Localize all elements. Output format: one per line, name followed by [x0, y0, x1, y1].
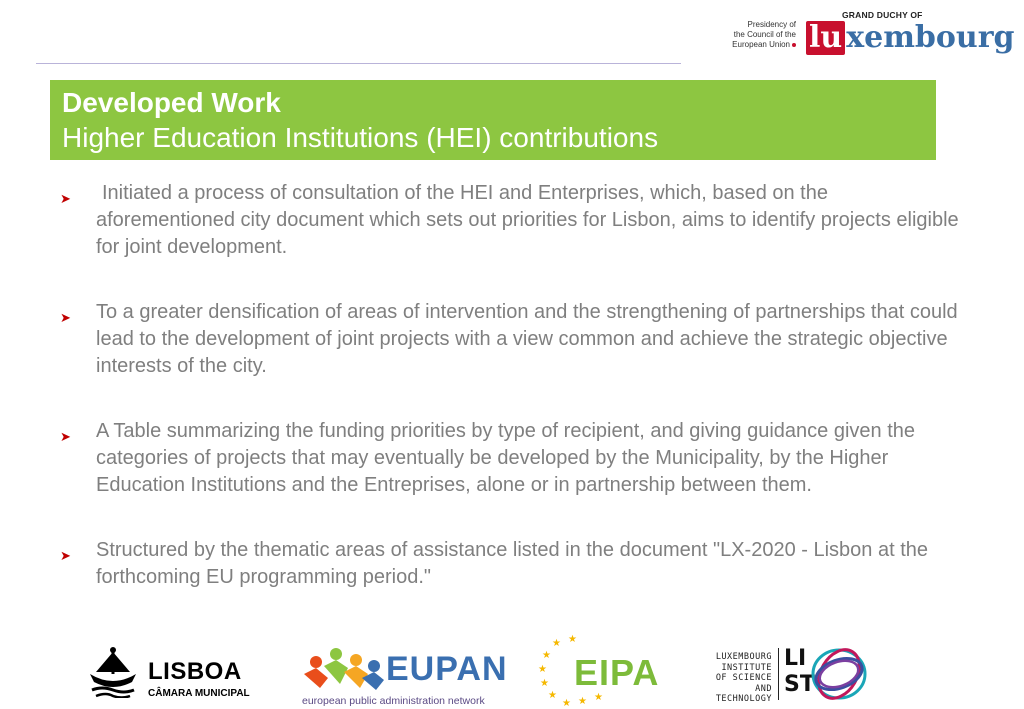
footer-logos — [0, 630, 1024, 709]
bullet-item: ➤ To a greater densification of areas of intervention and the strengthening of partnerships that could lead to the development of joint projects with a view common and achieve the strategic objective interests of the city. — [60, 301, 958, 377]
luxembourg-presidency-logo — [728, 8, 1015, 60]
svg-text:★: ★ — [594, 692, 603, 703]
page-title: Developed Work — [62, 87, 281, 118]
eipa-logo: ★ ★ ★ ★ ★ ★ ★ ★ ★ EIPA — [538, 634, 668, 706]
logo-luxembourg-word: lu xembourg — [806, 20, 1015, 56]
red-dot-icon — [792, 43, 796, 47]
lisboa-ship-emblem-icon — [84, 644, 142, 698]
list-letters: LI ST — [784, 646, 815, 697]
bullet-item: ➤ A Table summarizing the funding priorities by type of recipient, and giving guidance given the categories of projects that may eventually be developed by the Municipality, by the Higher Education Institutions and the Entreprises, alone or in partnership between them. — [60, 420, 916, 496]
logo-presidency-text: Presidency of the Council of the European Union — [732, 20, 796, 49]
header-rule — [36, 63, 681, 64]
svg-text:★: ★ — [542, 650, 551, 661]
svg-text:★: ★ — [538, 664, 547, 675]
bullet-item: ➤ Initiated a process of consultation of the HEI and Enterprises, which, based on the aforementioned city document which sets out priorities for Lisbon, aims to identify projects eligible for joint development. — [60, 182, 959, 258]
eupan-people-icon — [302, 644, 384, 692]
svg-text:★: ★ — [578, 696, 587, 706]
arrow-bullet-icon: ➤ — [60, 310, 71, 325]
logo-grand-duchy: GRAND DUCHY OF — [842, 10, 923, 20]
list-institute-text: LUXEMBOURG INSTITUTE OF SCIENCE AND TECHNOLOGY — [715, 652, 772, 704]
list-swirl-icon — [808, 644, 870, 704]
bullet-list — [60, 180, 970, 629]
arrow-bullet-icon: ➤ — [60, 429, 71, 444]
title-band — [50, 80, 936, 160]
arrow-bullet-icon: ➤ — [60, 191, 71, 206]
svg-text:★: ★ — [540, 678, 549, 689]
list-divider — [778, 648, 779, 700]
bullet-item: ➤ Structured by the thematic areas of assistance listed in the document "LX-2020 - Lisbon at the forthcoming EU programming period." — [60, 539, 929, 588]
svg-text:★: ★ — [568, 634, 577, 645]
lisboa-logo: LISBOA CÂMARA MUNICIPAL — [84, 644, 274, 700]
svg-text:★: ★ — [562, 698, 571, 706]
arrow-bullet-icon: ➤ — [60, 548, 71, 563]
eupan-logo: EUPAN european public administration network — [300, 640, 510, 706]
list-logo — [694, 644, 874, 704]
svg-text:★: ★ — [552, 638, 561, 649]
svg-text:★: ★ — [548, 690, 557, 701]
page-subtitle: Higher Education Institutions (HEI) contributions — [62, 122, 659, 153]
